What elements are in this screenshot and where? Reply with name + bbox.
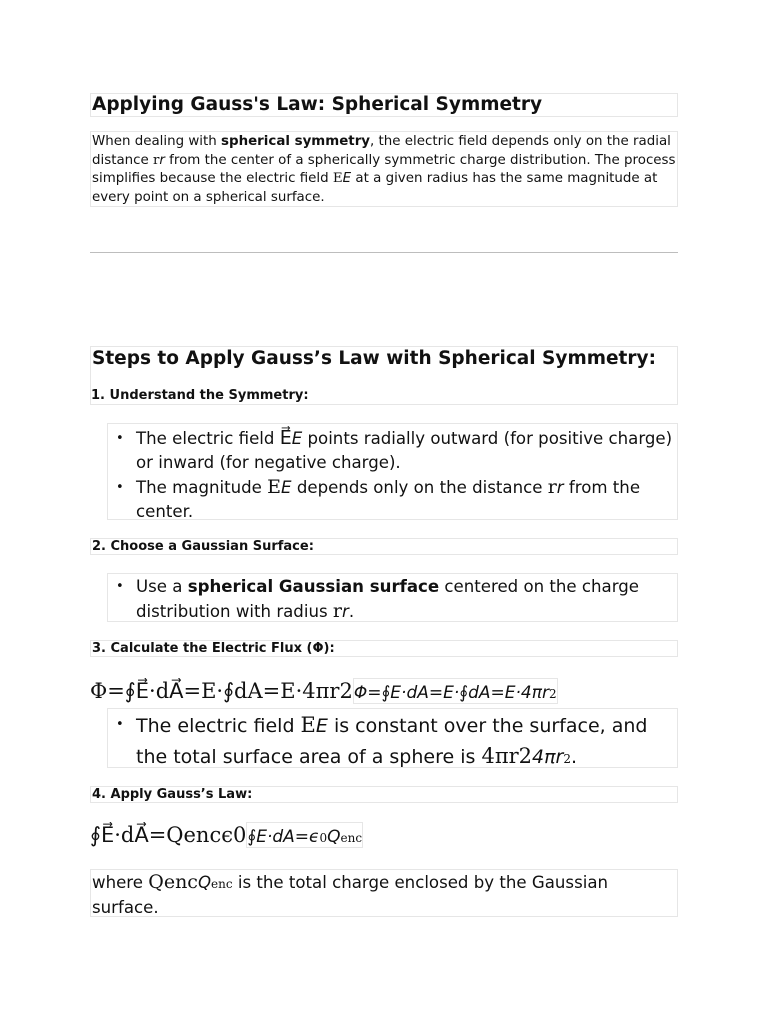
step3-list	[107, 708, 678, 768]
step1-bullet-magnitude: • The magnitude EE depends only on the distance rr from the center.	[136, 476, 677, 523]
intro-paragraph: When dealing with spherical symmetry, the electric field depends only on the radial distance rr from the center of a spherically symmetric charge distribution. The process simplifies because the electric field EE at a given radius has the same magnitude at every point on a spherical surface.	[90, 131, 678, 207]
step2-bullet-surface: • Use a spherical Gaussian surface centered on the charge distribution with radius rr.	[136, 574, 677, 624]
step1-list	[107, 423, 678, 520]
where-paragraph: where QencQenc is the total charge enclosed by the Gaussian surface.	[90, 869, 678, 917]
flux-equation: Φ=∮E⃗·dA⃗=E·∮dA=E·4πr2Φ=∮E·dA=E·∮dA=E·4πr2	[90, 679, 557, 703]
divider	[90, 252, 678, 253]
r-symbol: r	[153, 152, 160, 168]
e-symbol: E	[332, 171, 343, 187]
page-title-box	[90, 93, 678, 117]
step1-bullet-direction: • The electric field E⃗E points radially outward (for positive charge) or inward (for negative charge).	[136, 427, 677, 474]
e-vector-symbol: E⃗	[279, 427, 292, 449]
step4-heading-box	[90, 786, 678, 803]
step2-heading-box	[90, 538, 678, 555]
page-title: Applying Gauss's Law: Spherical Symmetry	[92, 94, 543, 115]
gauss-law-equation: ∮E⃗·dA⃗=Qencϵ0∮E·dA=ϵ0Qenc	[90, 823, 363, 847]
steps-title: Steps to Apply Gauss’s Law with Spherical Symmetry:	[92, 348, 656, 369]
step3-heading: 3. Calculate the Electric Flux (Φ):	[92, 641, 335, 656]
step2-list	[107, 573, 678, 622]
step4-heading: 4. Apply Gauss’s Law:	[92, 787, 253, 802]
step3-bullet-constant-field: • The electric field EE is constant over the surface, and the total surface area of a sphere is 4πr24πr2.	[136, 710, 677, 774]
step3-heading-box	[90, 640, 678, 657]
step1-heading: 1. Understand the Symmetry:	[91, 388, 309, 403]
spherical-symmetry-bold: spherical symmetry	[221, 134, 371, 149]
step2-heading: 2. Choose a Gaussian Surface:	[92, 539, 314, 554]
